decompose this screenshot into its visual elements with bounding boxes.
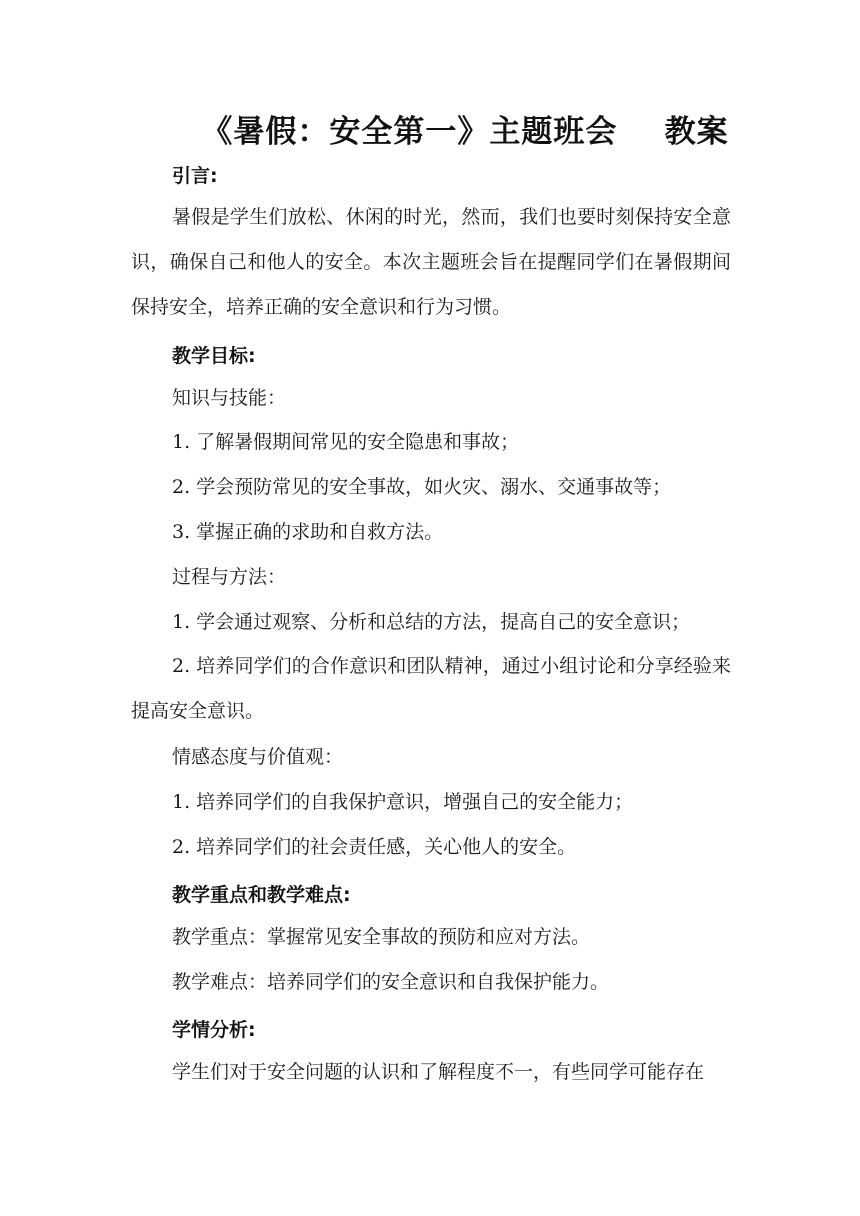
- analysis-heading: 学情分析:: [172, 1019, 256, 1041]
- knowledge-item-3: 3. 掌握正确的求助和自救方法。: [172, 521, 444, 543]
- intro-paragraph: 暑假是学生们放松、休闲的时光，然而，我们也要时刻保持安全意识，确保自己和他人的安全。本次主题班会旨在提醒同学们在暑假期间保持安全，培养正确的安全意识和行为习惯。: [131, 206, 731, 318]
- objectives-heading: 教学目标:: [172, 345, 256, 367]
- attitude-item-1: 1. 培养同学们的自我保护意识，增强自己的安全能力；: [172, 791, 634, 813]
- process-item-1: 1. 学会通过观察、分析和总结的方法，提高自己的安全意识；: [172, 611, 691, 633]
- attitude-item-2: 2. 培养同学们的社会责任感，关心他人的安全。: [172, 836, 577, 858]
- knowledge-skills-label: 知识与技能：: [172, 387, 287, 409]
- process-methods-label: 过程与方法：: [172, 566, 287, 588]
- attitude-values-label: 情感态度与价值观：: [172, 746, 344, 768]
- teaching-focus: 教学重点：掌握常见安全事故的预防和应对方法。: [172, 926, 591, 948]
- process-item-2: 2. 培养同学们的合作意识和团队精神，通过小组讨论和分享经验来提高安全意识。: [131, 655, 731, 722]
- analysis-paragraph: 学生们对于安全问题的认识和了解程度不一，有些同学可能存在: [172, 1061, 705, 1083]
- document-title: 《暑假：安全第一》主题班会 教案: [201, 114, 729, 150]
- knowledge-item-1: 1. 了解暑假期间常见的安全隐患和事故；: [172, 431, 520, 453]
- knowledge-item-2: 2. 学会预防常见的安全事故，如火灾、溺水、交通事故等；: [172, 476, 672, 498]
- intro-heading: 引言:: [172, 165, 218, 187]
- key-points-heading: 教学重点和教学难点:: [172, 884, 351, 906]
- teaching-difficulty: 教学难点：培养同学们的安全意识和自我保护能力。: [172, 971, 610, 993]
